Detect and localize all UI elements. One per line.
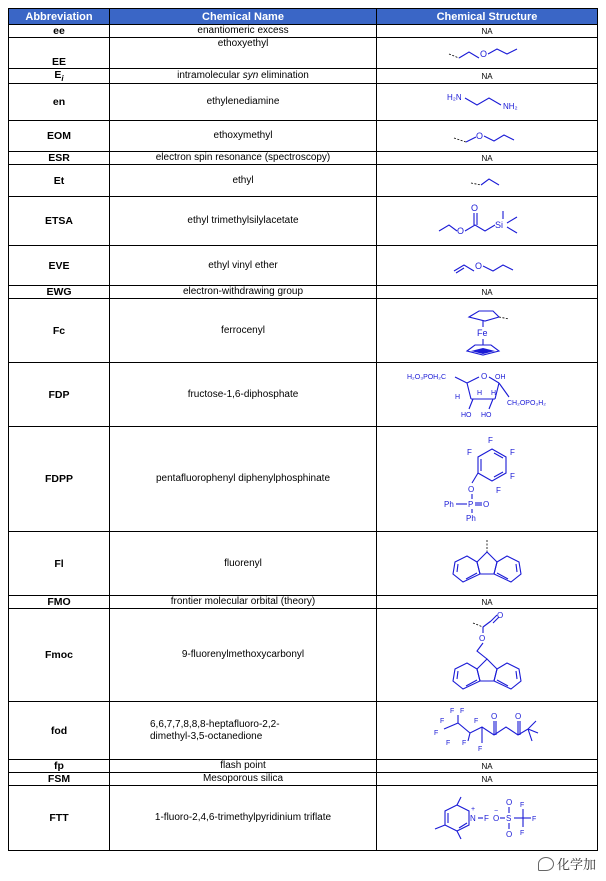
structure-cell — [377, 532, 598, 596]
fructose-diphosphate-structure — [407, 367, 567, 423]
structure-na: NA — [377, 760, 598, 773]
hydroxyl-label: HO — [461, 411, 472, 419]
chemical-name-cell: ethoxymethyl — [110, 121, 377, 152]
hydrogen-label: H — [491, 389, 497, 397]
structure-cell — [377, 299, 598, 363]
structure-cell — [377, 786, 598, 851]
hydrogen-label: H — [455, 393, 461, 401]
ethyl-vinyl-ether-structure — [452, 255, 522, 277]
structure-na: NA — [377, 25, 598, 38]
structure-na: NA — [377, 69, 598, 84]
fluorine-label: F — [440, 717, 445, 725]
structure-cell — [377, 702, 598, 760]
fluorine-label: F — [520, 802, 525, 810]
chat-bubble-icon — [538, 857, 554, 871]
structure-na: NA — [377, 596, 598, 609]
fluorine-label: F — [488, 436, 493, 446]
abbreviation-cell: en — [9, 84, 110, 121]
name-italic: syn — [242, 70, 259, 82]
structure-cell — [377, 84, 598, 121]
oxygen-label: O — [457, 226, 465, 237]
oxygen-label: O — [515, 711, 522, 721]
chemical-name-cell: electron-withdrawing group — [110, 286, 377, 299]
substituent-label: CH₂OPO₃H₂ — [507, 399, 547, 407]
watermark-text: 化学加 — [556, 857, 596, 872]
table-row — [9, 363, 598, 427]
table-row — [9, 152, 598, 165]
chemical-name-cell: fructose-1,6-diphosphate — [110, 363, 377, 427]
oxygen-label: O — [475, 260, 483, 271]
iron-label: Fe — [477, 327, 488, 338]
ferrocenyl-structure — [457, 305, 517, 357]
abbreviation-cell: Fl — [9, 532, 110, 596]
abbreviation-cell: EOM — [9, 121, 110, 152]
table-row — [9, 38, 598, 69]
structure-cell — [377, 363, 598, 427]
fluorine-label: F — [510, 448, 515, 458]
phosphorus-label: P — [468, 500, 474, 510]
chemical-name-cell: enantiomeric excess — [110, 25, 377, 38]
charge-label: + — [471, 806, 476, 814]
hydrogen-label: H — [477, 389, 483, 397]
abbreviation-cell: FTT — [9, 786, 110, 851]
abbreviation-cell: ee — [9, 25, 110, 38]
table-row — [9, 165, 598, 197]
ethyl-structure — [467, 173, 507, 189]
oxygen-label: O — [506, 830, 513, 840]
oxygen-label: O — [468, 485, 475, 495]
fluorenyl-structure — [437, 536, 537, 592]
amine-label: H₂N — [447, 93, 462, 103]
table-row — [9, 760, 598, 773]
chemical-name-cell: ethoxyethyl — [110, 38, 377, 69]
table-row — [9, 427, 598, 532]
abbreviation-cell: FDP — [9, 363, 110, 427]
abbreviation-subscript: i — [61, 74, 64, 84]
table-row — [9, 596, 598, 609]
oxygen-label: O — [479, 634, 486, 644]
abbreviation-cell: EWG — [9, 286, 110, 299]
fluorine-label: F — [446, 739, 451, 747]
table-row — [9, 702, 598, 760]
chemical-name-cell: Mesoporous silica — [110, 773, 377, 786]
charge-label: − — [494, 808, 499, 816]
chemical-name-cell — [110, 69, 377, 84]
table-row — [9, 286, 598, 299]
oxygen-label: O — [480, 49, 488, 59]
phenyl-label: Ph — [444, 500, 454, 510]
fmoc-structure — [437, 611, 537, 699]
oxygen-label: O — [483, 500, 490, 510]
header-row — [9, 9, 598, 25]
header-chemical-structure: Chemical Structure — [377, 9, 598, 25]
ethoxyethyl-structure — [447, 42, 527, 64]
chemical-name-cell: frontier molecular orbital (theory) — [110, 596, 377, 609]
oxygen-label: O — [493, 814, 500, 824]
chemical-name-cell: ethyl — [110, 165, 377, 197]
table-row — [9, 773, 598, 786]
nitrogen-label: N — [470, 814, 476, 824]
chemical-name-cell: ethyl vinyl ether — [110, 246, 377, 286]
hydroxyl-label: HO — [481, 411, 492, 419]
abbreviation-cell: FMO — [9, 596, 110, 609]
fluorine-label: F — [478, 745, 483, 753]
table-row — [9, 786, 598, 851]
abbreviation-cell — [9, 69, 110, 84]
table-row — [9, 197, 598, 246]
fluorine-label: F — [484, 814, 489, 824]
abbreviation-cell: fp — [9, 760, 110, 773]
abbreviation-cell: Fmoc — [9, 609, 110, 702]
abbreviation-main: E — [54, 69, 62, 81]
name-part: elimination — [258, 70, 309, 82]
oxygen-label: O — [476, 131, 484, 142]
pentafluorophenyl-diphenylphosphinate-structure — [442, 433, 532, 525]
fluorine-label: F — [496, 486, 501, 496]
chemical-name-cell: ethylenediamine — [110, 84, 377, 121]
chemical-name-cell: electron spin resonance (spectroscopy) — [110, 152, 377, 165]
ethylenediamine-structure — [447, 90, 527, 114]
fluorine-label: F — [460, 707, 465, 715]
silicon-label: Si — [495, 220, 504, 231]
structure-cell — [377, 121, 598, 152]
chemical-name-cell: flash point — [110, 760, 377, 773]
fluorine-label: F — [474, 717, 479, 725]
structure-cell — [377, 197, 598, 246]
abbreviation-cell: FDPP — [9, 427, 110, 532]
hydroxyl-label: OH — [495, 373, 506, 381]
structure-cell — [377, 609, 598, 702]
structure-cell — [377, 38, 598, 69]
fod-structure — [432, 705, 542, 757]
abbreviation-cell: fod — [9, 702, 110, 760]
abbreviation-cell: EE — [9, 38, 110, 69]
table-row — [9, 25, 598, 38]
structure-cell — [377, 165, 598, 197]
chemical-name-cell: fluorenyl — [110, 532, 377, 596]
fluorine-label: F — [462, 739, 467, 747]
table-row — [9, 84, 598, 121]
table-row — [9, 69, 598, 84]
structure-na: NA — [377, 773, 598, 786]
oxygen-label: O — [481, 371, 488, 381]
fluorine-label: F — [520, 830, 525, 838]
name-part: intramolecular — [177, 70, 243, 82]
structure-cell — [377, 427, 598, 532]
structure-cell — [377, 246, 598, 286]
table-row — [9, 609, 598, 702]
sulfur-label: S — [506, 814, 512, 824]
chemical-name-cell: ethyl trimethylsilylacetate — [110, 197, 377, 246]
chemical-name-cell: 1-fluoro-2,4,6-trimethylpyridinium triflate — [110, 786, 377, 851]
abbreviation-cell: EVE — [9, 246, 110, 286]
chemical-name-cell: ferrocenyl — [110, 299, 377, 363]
chemical-name-cell: 6,6,7,7,8,8,8-heptafluoro-2,2-dimethyl-3,5-octanedione — [110, 702, 377, 760]
fluorine-label: F — [532, 816, 537, 824]
abbreviation-cell: Et — [9, 165, 110, 197]
header-chemical-name: Chemical Name — [110, 9, 377, 25]
substituent-label: H₂O₃POH₂C — [407, 373, 447, 381]
abbreviation-table — [8, 8, 598, 851]
fluorine-label: F — [510, 472, 515, 482]
fttriflate-structure — [427, 793, 547, 843]
ethoxymethyl-structure — [452, 126, 522, 146]
table-row — [9, 246, 598, 286]
ethyl-trimethylsilylacetate-structure — [437, 201, 537, 241]
oxygen-label: O — [471, 203, 479, 214]
fluorine-label: F — [467, 448, 472, 458]
structure-na: NA — [377, 286, 598, 299]
table-row — [9, 532, 598, 596]
table-row — [9, 299, 598, 363]
structure-na: NA — [377, 152, 598, 165]
fluorine-label: F — [450, 707, 455, 715]
chemical-name-cell: pentafluorophenyl diphenylphosphinate — [110, 427, 377, 532]
watermark — [538, 854, 596, 873]
oxygen-label: O — [491, 711, 498, 721]
header-abbreviation: Abbreviation — [9, 9, 110, 25]
abbreviation-cell: ETSA — [9, 197, 110, 246]
oxygen-label: O — [506, 798, 513, 808]
chemical-name-cell: 9-fluorenylmethoxycarbonyl — [110, 609, 377, 702]
fluorine-label: F — [434, 729, 439, 737]
abbreviation-cell: ESR — [9, 152, 110, 165]
abbreviation-cell: FSM — [9, 773, 110, 786]
abbreviation-cell: Fc — [9, 299, 110, 363]
table-row — [9, 121, 598, 152]
phenyl-label: Ph — [466, 514, 476, 524]
oxygen-label: O — [497, 611, 504, 621]
amine-label: NH₂ — [503, 102, 518, 112]
